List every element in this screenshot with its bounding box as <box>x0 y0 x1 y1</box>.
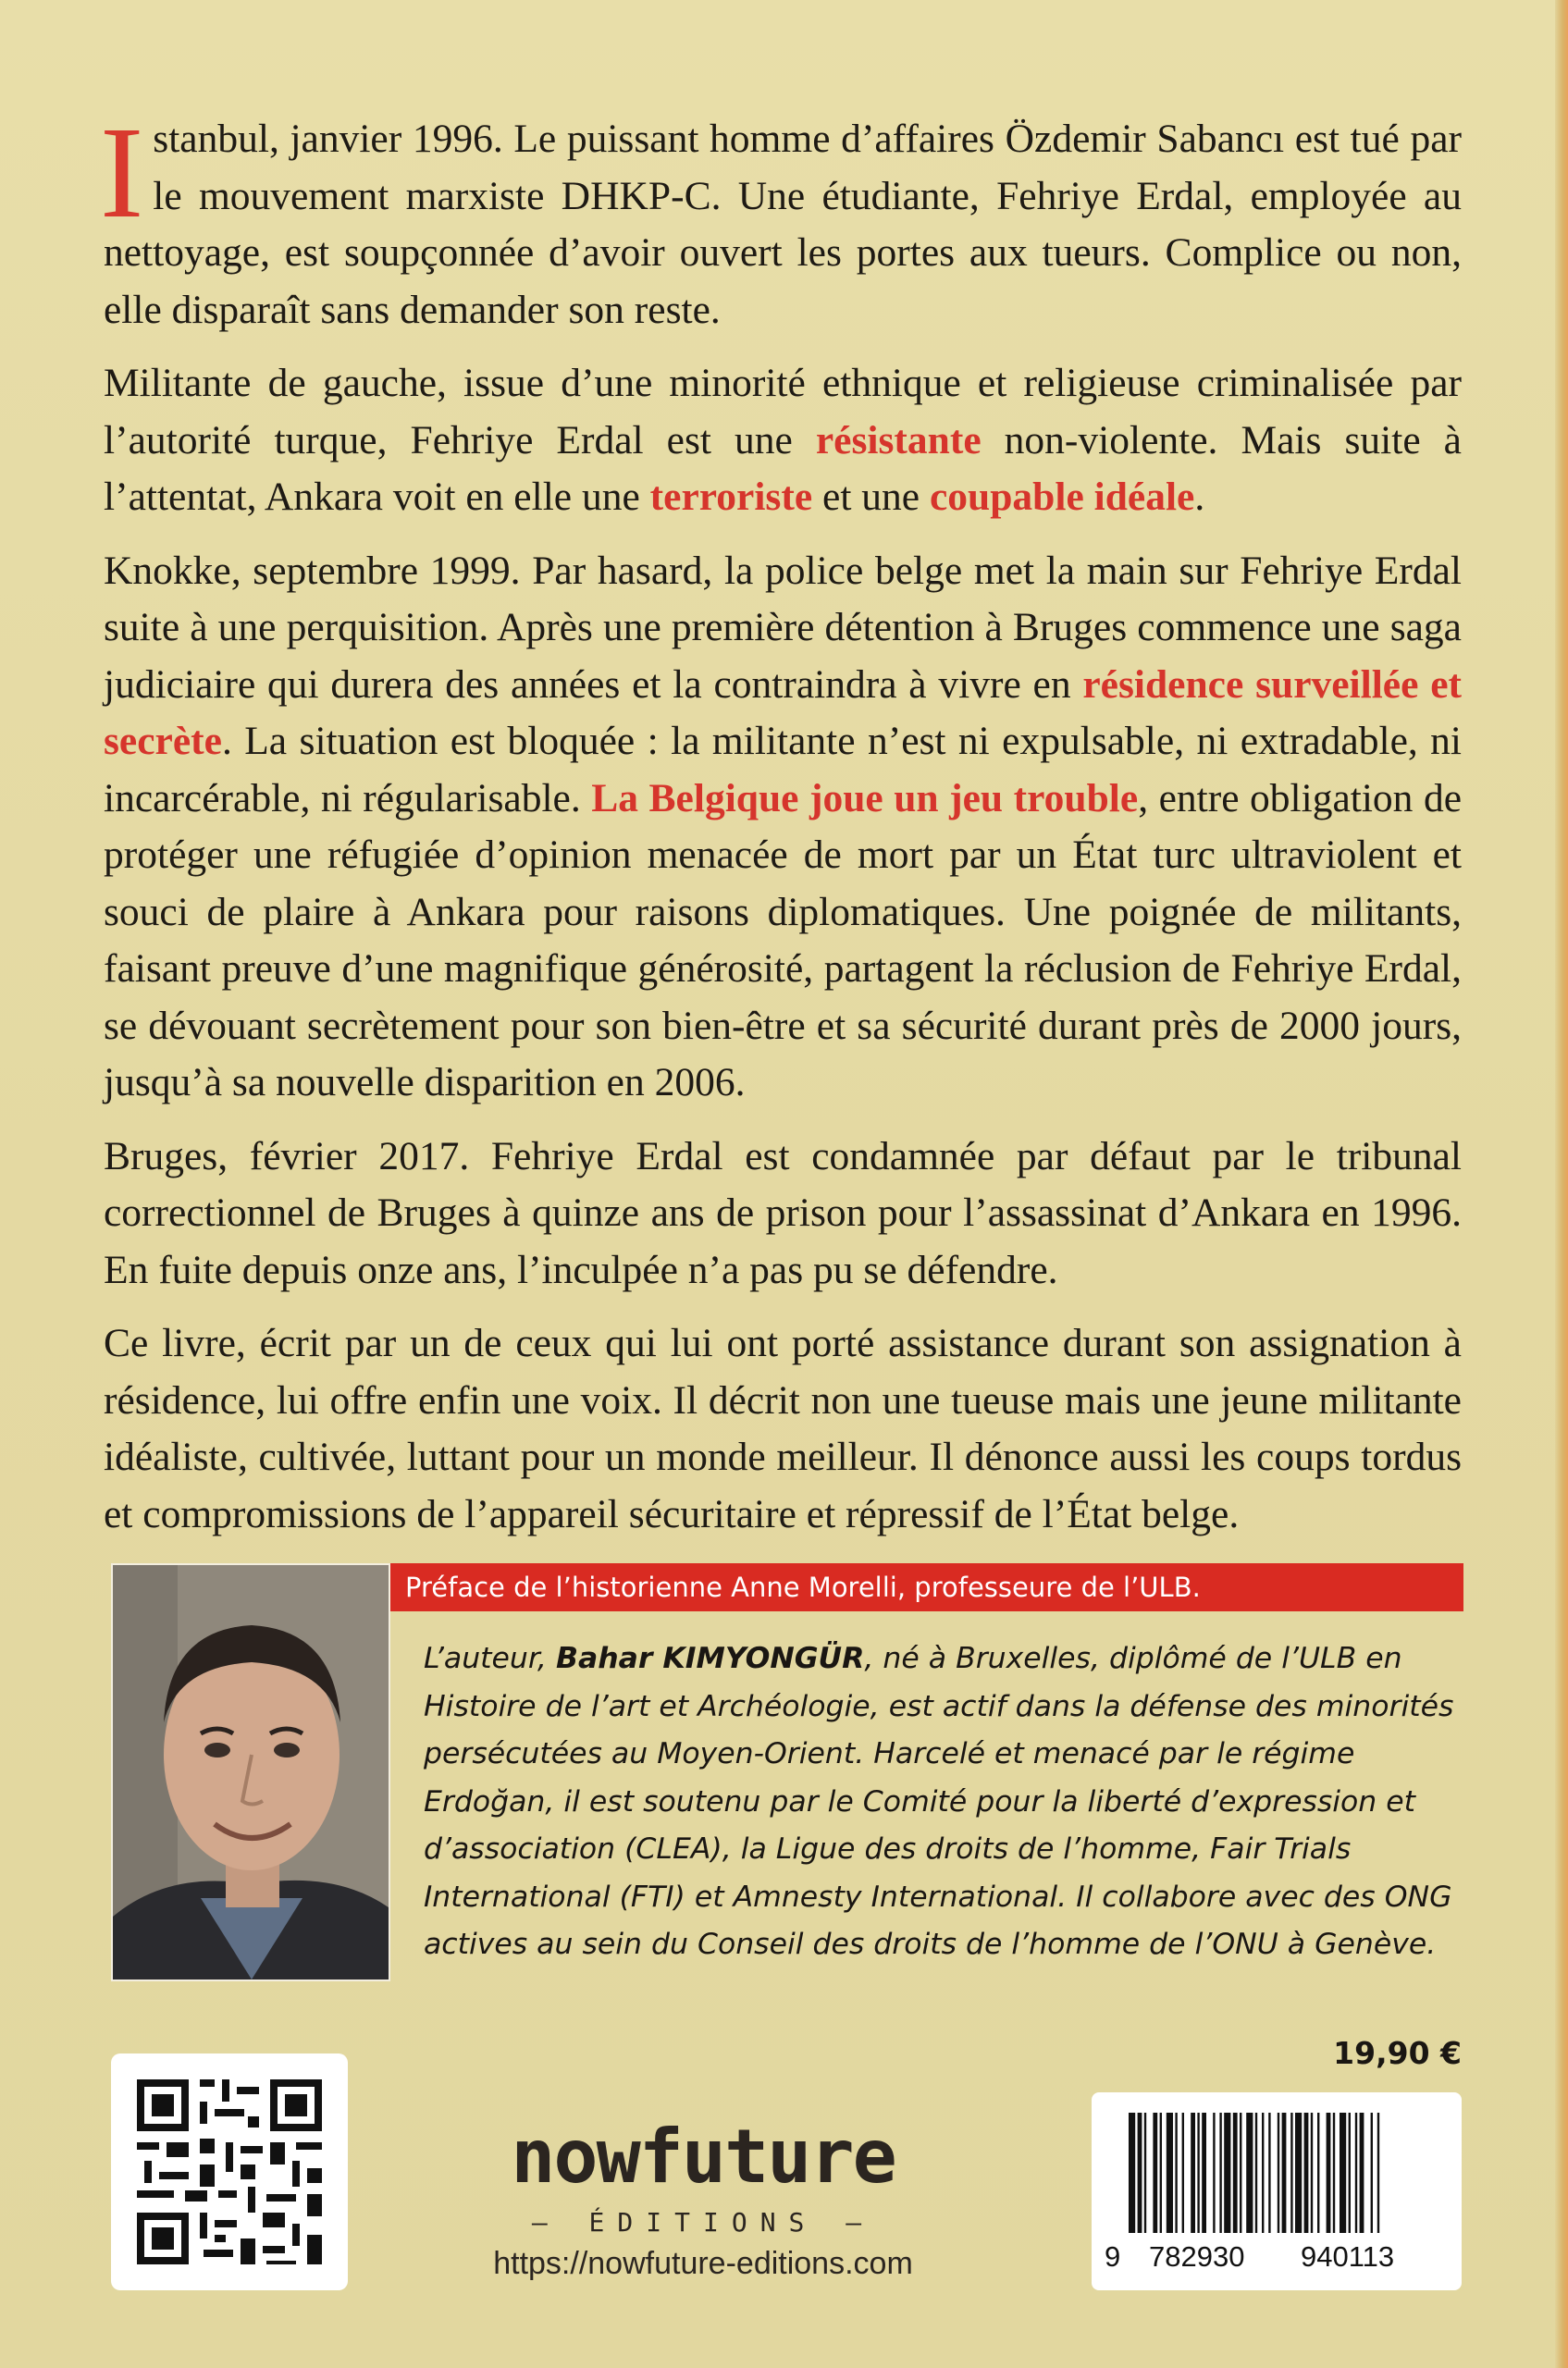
barcode-bar <box>1167 2113 1173 2233</box>
barcode-bar <box>1219 2113 1221 2233</box>
blurb-paragraph-1: Istanbul, janvier 1996. Le puissant homme d’affaires Özdemir Sabancı est tué par le mouvement marxiste DHKP-C. Une étudiante, Fehriye Erdal, employée au nettoyage, est soupçonnée d’avoir ouvert les portes aux tueurs. Complice ou non, elle disparaît sans demander son reste. <box>100 99 1462 332</box>
author-photo <box>111 1563 390 1981</box>
barcode-digit-group-1: 782930 <box>1149 2240 1245 2273</box>
author-bio: L’auteur, Bahar KIMYONGÜR, né à Bruxelles, diplômé de l’ULB en Histoire de l’art et Archéologie, est actif dans la défense des minorités persécutées au Moyen-Orient. Harcelé et menacé par le régime Erdoğan, il est soutenu par le Comité pour la liberté d’expression et d’association (CLEA), la Ligue des droits de l’homme, Fair Trials International (FTI) et Amnesty International. Il collabore avec des ONG actives au sein du Conseil des droits de l’homme de l’ONU à Genève. <box>424 1642 1454 1961</box>
barcode-bar <box>1340 2113 1346 2233</box>
barcode-bar <box>1304 2113 1309 2233</box>
barcode-bar <box>1153 2113 1157 2233</box>
highlight-resistante: résistante <box>815 417 982 462</box>
barcode-bar <box>1278 2113 1279 2233</box>
barcode-bar <box>1317 2113 1319 2233</box>
barcode-bar <box>1213 2113 1215 2233</box>
barcode-bar <box>1268 2113 1270 2233</box>
barcode-bar <box>1295 2113 1302 2233</box>
cover-edge <box>1555 0 1568 2368</box>
logo-subtitle: — ÉDITIONS — <box>531 2207 875 2238</box>
barcode-bar <box>1246 2113 1253 2233</box>
publisher-logo <box>500 2114 907 2238</box>
barcode-bar <box>1160 2113 1162 2233</box>
barcode-bar <box>1377 2113 1379 2233</box>
barcode-bar <box>1327 2113 1331 2233</box>
barcode-bar <box>1224 2113 1230 2233</box>
barcode-bar <box>1371 2113 1373 2233</box>
barcode-bar <box>1197 2113 1199 2233</box>
barcode-digits <box>1092 2240 1462 2277</box>
barcode-bar <box>1311 2113 1313 2233</box>
blurb-paragraph-4: Bruges, février 2017. Fehriye Erdal est condamnée par défaut par le tribunal correctionnel de Bruges à quinze ans de prison pour l’assassinat d’Ankara en 1996. En fuite depuis onze ans, l’inculpée n’a pas pu se défendre. <box>104 1133 1462 1292</box>
barcode-bar <box>1360 2113 1364 2233</box>
highlight-terroriste: terroriste <box>649 475 813 519</box>
highlight-coupable-ideale: coupable idéale <box>929 475 1195 519</box>
price: 19,90 € <box>1333 2035 1462 2071</box>
barcode-digit-group-2: 940113 <box>1301 2240 1395 2273</box>
logo-wordmark: nowfuture <box>511 2114 895 2200</box>
barcode-bar <box>1202 2113 1206 2233</box>
barcode-bar <box>1349 2113 1351 2233</box>
qr-code <box>111 2054 348 2290</box>
blurb-paragraph-2: Militante de gauche, issue d’une minorité ethnique et religieuse criminalisée par l’autorité turque, Fehriye Erdal est une résistante non-violente. Mais suite à l’attentat, Ankara voit en elle une terroriste et une coupable idéale. <box>104 361 1462 519</box>
highlight-belgique: La Belgique joue un jeu trouble <box>591 775 1139 820</box>
barcode-bar <box>1333 2113 1335 2233</box>
barcode-bar <box>1129 2113 1135 2233</box>
barcode-bar <box>1182 2113 1184 2233</box>
barcode-bars <box>1092 2092 1462 2250</box>
publisher-website: https://nowfuture-editions.com <box>493 2246 913 2281</box>
barcode-bar <box>1175 2113 1177 2233</box>
highlight-residence: résidence surveillée et secrète <box>104 661 1462 763</box>
barcode-bar <box>1255 2113 1257 2233</box>
barcode-bar <box>1144 2113 1146 2233</box>
blurb-paragraph-5: Ce livre, écrit par un de ceux qui lui ont porté assistance durant son assignation à résidence, lui offre enfin une voix. Il décrit non une tueuse mais une jeune militante idéaliste, cultivée, luttant pour un monde meilleur. Il dénonce aussi les coups tordus et compromissions de l’appareil sécuritaire et répressif de l’État belge. <box>104 1321 1462 1536</box>
barcode-bar <box>1233 2113 1238 2233</box>
barcode-bar <box>1355 2113 1357 2233</box>
barcode-bar <box>1240 2113 1241 2233</box>
blurb-text <box>100 99 1462 1560</box>
blurb-paragraph-3: Knokke, septembre 1999. Par hasard, la police belge met la main sur Fehriye Erdal suite à une perquisition. Après une première détention à Bruges commence une saga judiciaire qui durera des années et la contraindra à vivre en résidence surveillée et secrète. La situation est bloquée : la militante n’est ni expulsable, ni extradable, ni incarcérable, ni régularisable. La Belgique joue un jeu trouble, entre obligation de protéger une réfugiée d’opinion menacée de mort par un État turc ultraviolent et souci de plaire à Ankara pour raisons diplomatiques. Une poignée de militants, faisant preuve d’une magnifique générosité, partagent la réclusion de Fehriye Erdal, se dévouant secrètement pour son bien-être et sa sécurité durant près de 2000 jours, jusqu’à sa nouvelle disparition en 2006. <box>104 548 1462 1104</box>
isbn-barcode <box>1092 2092 1462 2290</box>
author-name: Bahar KIMYONGÜR <box>555 1642 865 1675</box>
barcode-bar <box>1138 2113 1142 2233</box>
drop-cap: I <box>100 99 144 245</box>
barcode-bar <box>1290 2113 1292 2233</box>
barcode-bar <box>1282 2113 1287 2233</box>
barcode-bar <box>1262 2113 1264 2233</box>
barcode-digit-prefix: 9 <box>1105 2240 1121 2273</box>
preface-banner: Préface de l’historienne Anne Morelli, professeure de l’ULB. <box>390 1563 1463 1611</box>
barcode-bar <box>1191 2113 1195 2233</box>
